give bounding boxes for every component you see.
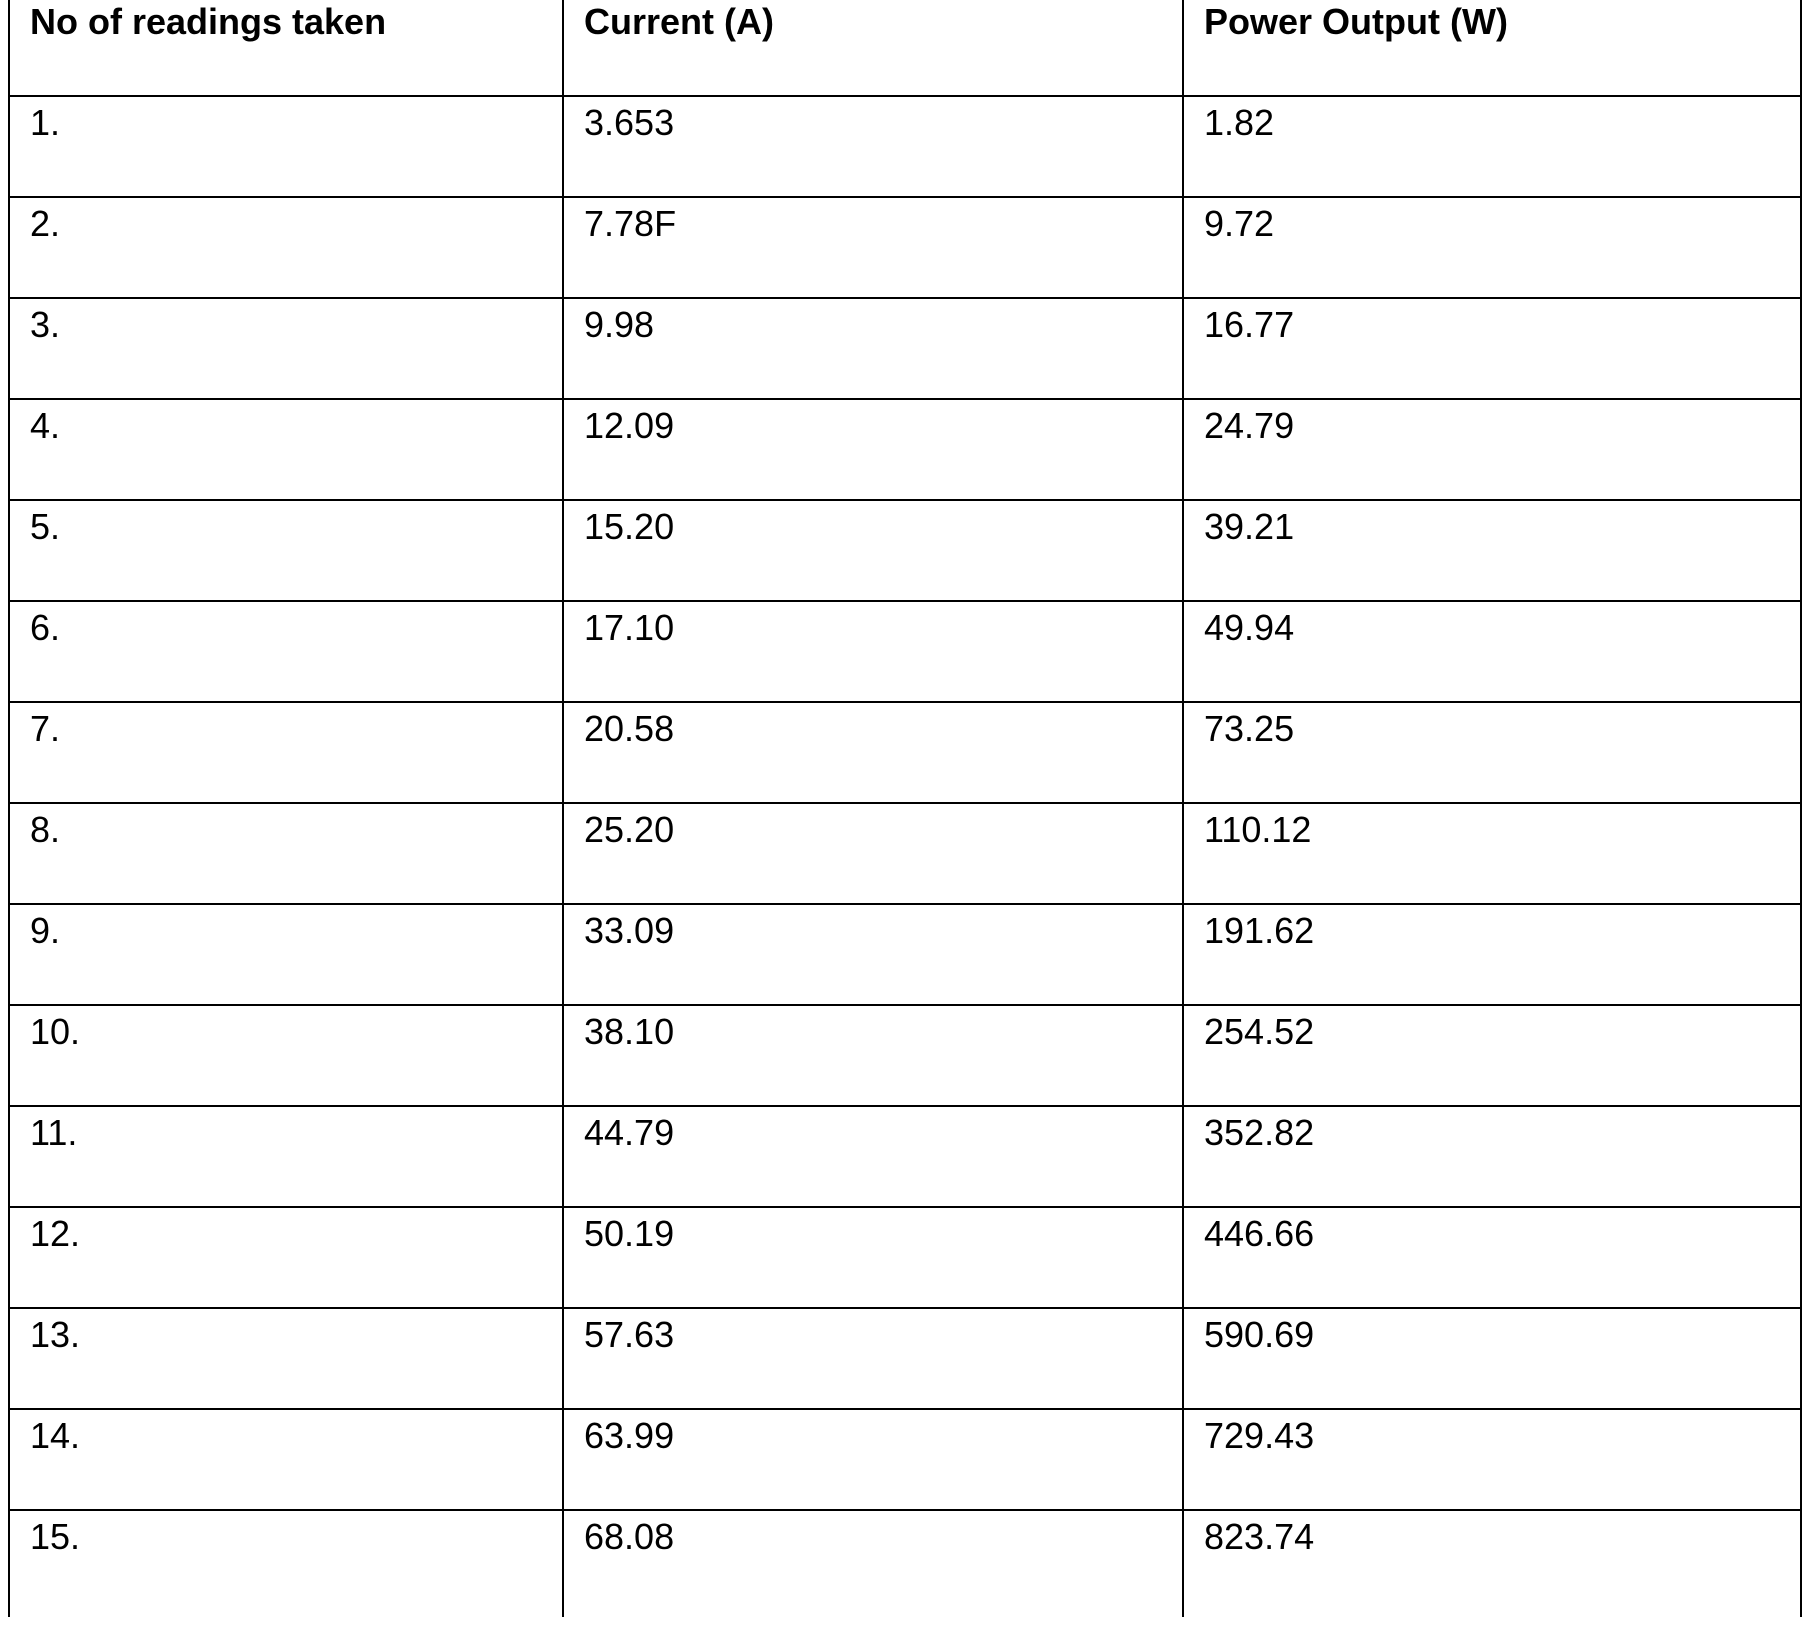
cell-current: 33.09 <box>563 904 1183 1005</box>
table-body <box>9 96 1801 1617</box>
table-row <box>9 298 1801 399</box>
cell-current: 3.653 <box>563 96 1183 197</box>
cell-current: 44.79 <box>563 1106 1183 1207</box>
cell-current: 63.99 <box>563 1409 1183 1510</box>
table-row <box>9 1409 1801 1510</box>
cell-current: 12.09 <box>563 399 1183 500</box>
cell-power-output: 823.74 <box>1183 1510 1801 1617</box>
cell-current: 50.19 <box>563 1207 1183 1308</box>
cell-reading-number: 12. <box>9 1207 563 1308</box>
cell-reading-number: 1. <box>9 96 563 197</box>
table-row <box>9 702 1801 803</box>
table-row <box>9 1106 1801 1207</box>
cell-power-output: 254.52 <box>1183 1005 1801 1106</box>
cell-current: 25.20 <box>563 803 1183 904</box>
header-reading-number: No of readings taken <box>9 0 563 96</box>
cell-reading-number: 2. <box>9 197 563 298</box>
table-row <box>9 1005 1801 1106</box>
cell-reading-number: 8. <box>9 803 563 904</box>
cell-power-output: 191.62 <box>1183 904 1801 1005</box>
cell-reading-number: 3. <box>9 298 563 399</box>
cell-current: 7.78F <box>563 197 1183 298</box>
cell-reading-number: 15. <box>9 1510 563 1617</box>
table-row <box>9 399 1801 500</box>
cell-power-output: 729.43 <box>1183 1409 1801 1510</box>
cell-current: 17.10 <box>563 601 1183 702</box>
cell-reading-number: 4. <box>9 399 563 500</box>
cell-power-output: 39.21 <box>1183 500 1801 601</box>
cell-reading-number: 5. <box>9 500 563 601</box>
table-row <box>9 803 1801 904</box>
cell-current: 9.98 <box>563 298 1183 399</box>
cell-power-output: 9.72 <box>1183 197 1801 298</box>
cell-power-output: 446.66 <box>1183 1207 1801 1308</box>
header-power-output: Power Output (W) <box>1183 0 1801 96</box>
cell-power-output: 49.94 <box>1183 601 1801 702</box>
cell-power-output: 110.12 <box>1183 803 1801 904</box>
cell-current: 57.63 <box>563 1308 1183 1409</box>
cell-power-output: 590.69 <box>1183 1308 1801 1409</box>
cell-power-output: 16.77 <box>1183 298 1801 399</box>
cell-power-output: 352.82 <box>1183 1106 1801 1207</box>
table-row <box>9 904 1801 1005</box>
cell-reading-number: 11. <box>9 1106 563 1207</box>
table-row <box>9 96 1801 197</box>
table-row <box>9 601 1801 702</box>
cell-reading-number: 14. <box>9 1409 563 1510</box>
table-row <box>9 1308 1801 1409</box>
cell-current: 68.08 <box>563 1510 1183 1617</box>
header-row <box>9 0 1801 96</box>
cell-reading-number: 7. <box>9 702 563 803</box>
table-row <box>9 500 1801 601</box>
table-row <box>9 1510 1801 1617</box>
cell-reading-number: 9. <box>9 904 563 1005</box>
cell-current: 15.20 <box>563 500 1183 601</box>
cell-reading-number: 10. <box>9 1005 563 1106</box>
cell-current: 38.10 <box>563 1005 1183 1106</box>
cell-power-output: 24.79 <box>1183 399 1801 500</box>
table-row <box>9 1207 1801 1308</box>
readings-table-container <box>8 0 1802 1617</box>
cell-power-output: 1.82 <box>1183 96 1801 197</box>
cell-current: 20.58 <box>563 702 1183 803</box>
cell-reading-number: 6. <box>9 601 563 702</box>
table-row <box>9 197 1801 298</box>
table-header <box>9 0 1801 96</box>
header-current: Current (A) <box>563 0 1183 96</box>
cell-power-output: 73.25 <box>1183 702 1801 803</box>
readings-table <box>8 0 1802 1617</box>
cell-reading-number: 13. <box>9 1308 563 1409</box>
